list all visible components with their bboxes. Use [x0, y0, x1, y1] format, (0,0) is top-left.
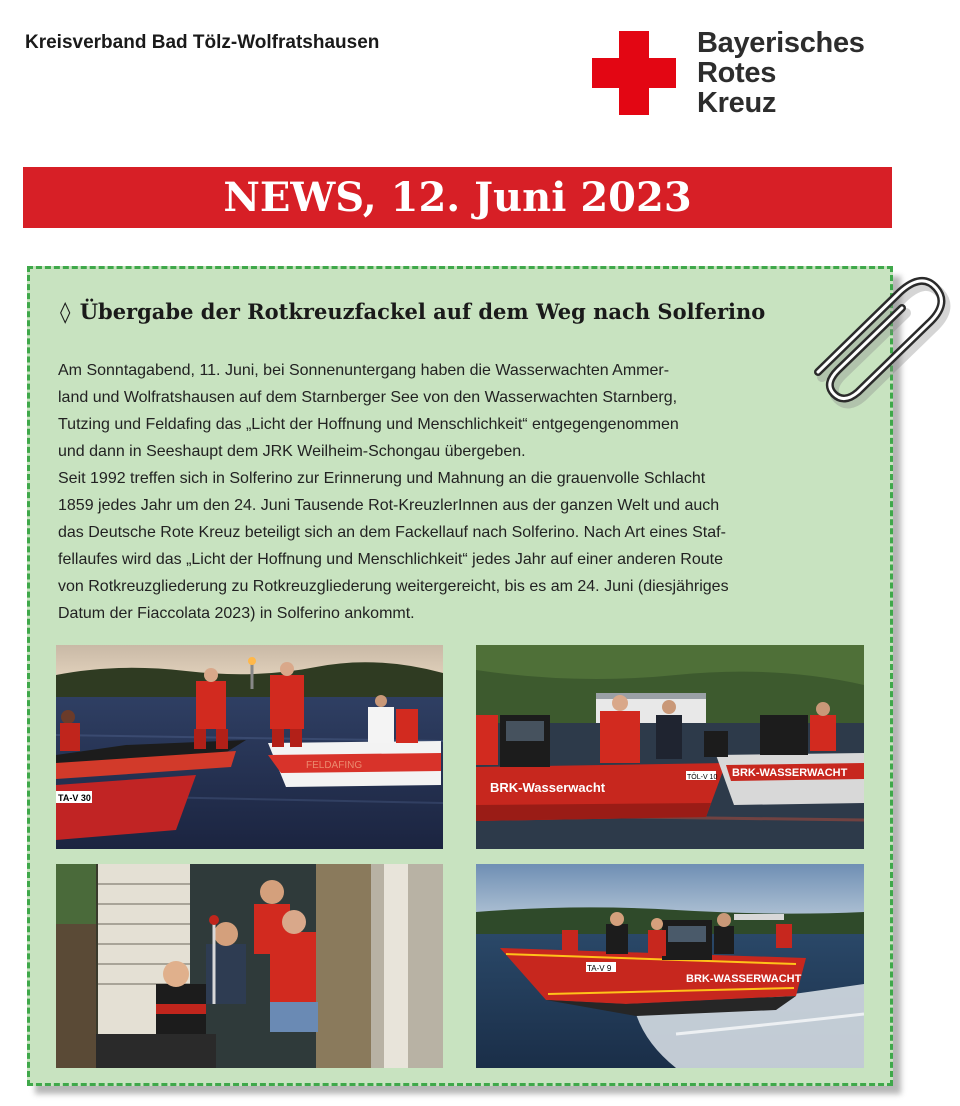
news-banner: [23, 167, 892, 228]
photo-speeding-boat: [476, 864, 864, 1068]
body-line: 1859 jedes Jahr um den 24. Juni Tausende Rot-KreuzlerInnen aus der ganzen Welt und auch: [58, 497, 720, 514]
body-line: das Deutsche Rote Kreuz beteiligt sich an dem Fackellauf nach Solferino. Nach Art eines Staf-: [58, 524, 726, 541]
organization-name: Kreisverband Bad Tölz-Wolfratshausen: [25, 32, 380, 53]
article-title: [60, 299, 765, 324]
boat1-marking: BRK-Wasserwacht: [490, 780, 606, 795]
boat1-marking: TA-V 30: [58, 793, 91, 803]
body-line: von Rotkreuzgliederung zu Rotkreuzgliederung weitergereicht, bis es am 24. Juni (diesjähriges: [58, 578, 729, 595]
photo-jetty-group: [56, 864, 443, 1068]
photo-wasserwacht-boats: [476, 645, 864, 849]
body-line: Am Sonntagabend, 11. Juni, bei Sonnenuntergang haben die Wasserwachten Ammer-: [58, 362, 670, 379]
boat-marking: BRK-WASSERWACHT: [686, 973, 802, 985]
logo-line-3: Kreuz: [697, 87, 777, 119]
body-line: land und Wolfratshausen auf dem Starnberger See von den Wasserwachten Starnberg,: [58, 389, 678, 406]
diamond-bullet-icon: ◊: [60, 300, 71, 324]
brk-logo-text: [697, 28, 865, 118]
paperclip-icon: [800, 262, 960, 422]
body-line: Seit 1992 treffen sich in Solferino zur Erinnerung und Mahnung an die grauenvolle Schlacht: [58, 470, 706, 487]
body-line: Datum der Fiaccolata 2023) in Solferino ankommt.: [58, 605, 415, 622]
red-cross-icon: [592, 31, 676, 115]
article-title-text: Übergabe der Rotkreuzfackel auf dem Weg nach Solferino: [79, 299, 766, 324]
article-body: [58, 357, 858, 627]
news-banner-title: NEWS, 12. Juni 2023: [223, 174, 692, 221]
body-line: und dann in Seeshaupt dem JRK Weilheim-Schongau übergeben.: [58, 443, 526, 460]
photo-torch-handover: [56, 645, 443, 849]
small-marking: TÖL-V 10: [687, 774, 718, 781]
article-card: [27, 266, 893, 1086]
logo-line-2: Rotes: [697, 57, 777, 89]
boat2-marking: BRK-WASSERWACHT: [732, 767, 848, 779]
logo-line-1: Bayerisches: [697, 27, 865, 59]
boat2-marking: FELDAFING: [306, 760, 363, 771]
boat-plate: TA-V 9: [587, 964, 612, 973]
body-line: Tutzing und Feldafing das „Licht der Hoffnung und Menschlichkeit“ entgegengenommen: [58, 416, 679, 433]
body-line: fellaufes wird das „Licht der Hoffnung und Menschlichkeit“ jedes Jahr auf einer anderen Route: [58, 551, 723, 568]
